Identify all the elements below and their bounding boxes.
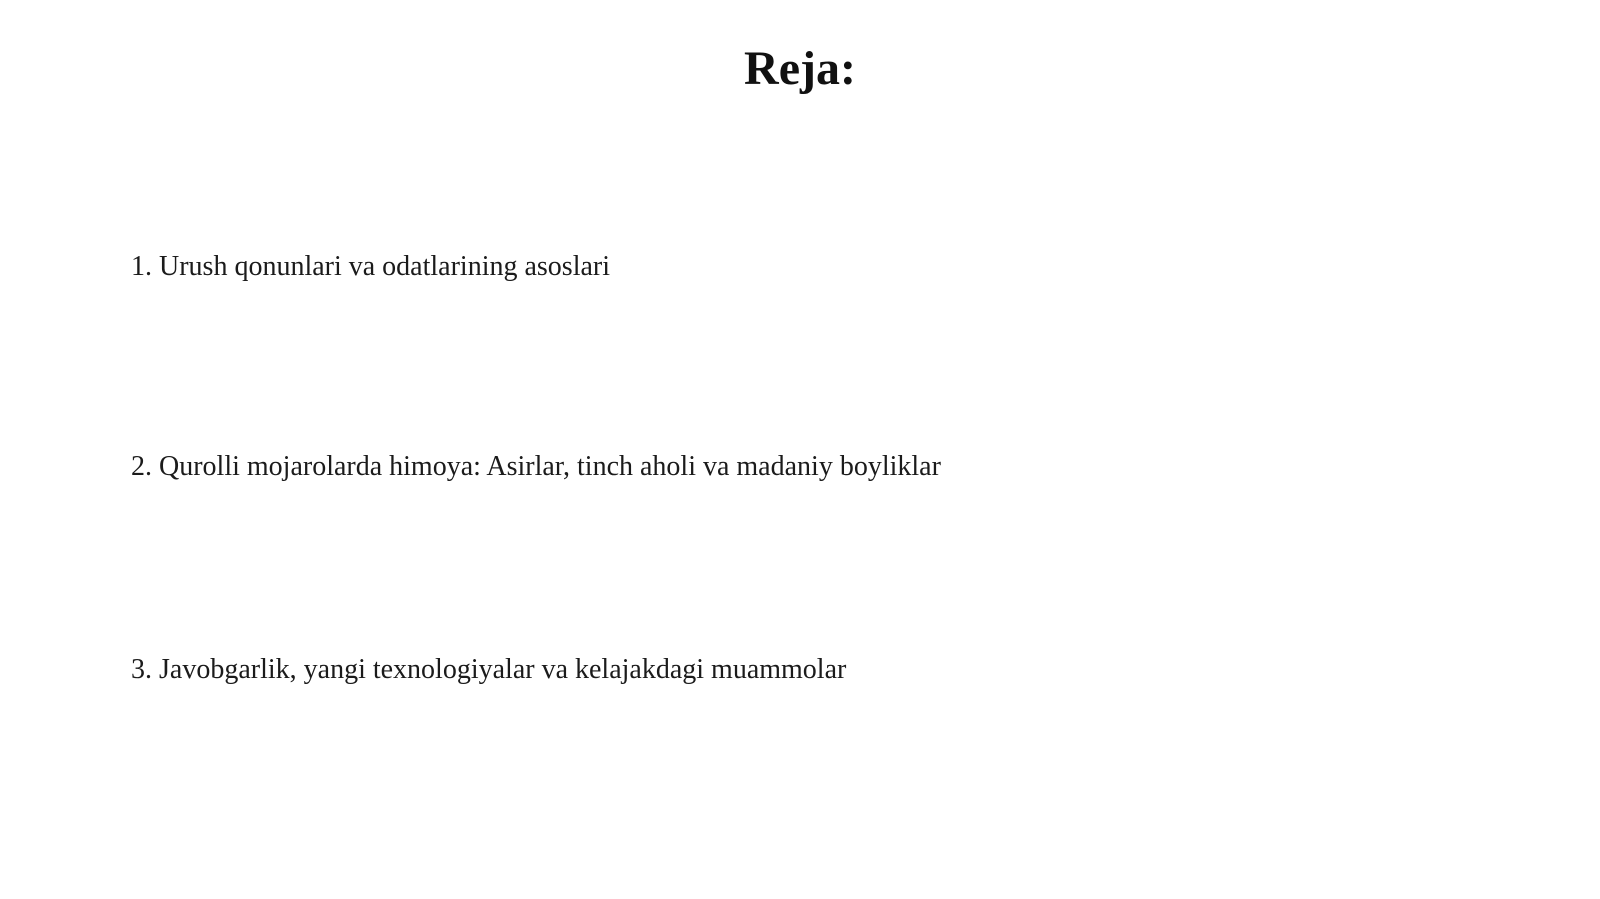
- slide-title: Reja:: [744, 42, 856, 95]
- outline-item-3: 3. Javobgarlik, yangi texnologiyalar va kelajakdagi muammolar: [131, 654, 847, 685]
- outline-item-1: 1. Urush qonunlari va odatlarining asoslari: [131, 251, 611, 282]
- outline-item-2: 2. Qurolli mojarolarda himoya: Asirlar, tinch aholi va madaniy boyliklar: [131, 451, 941, 482]
